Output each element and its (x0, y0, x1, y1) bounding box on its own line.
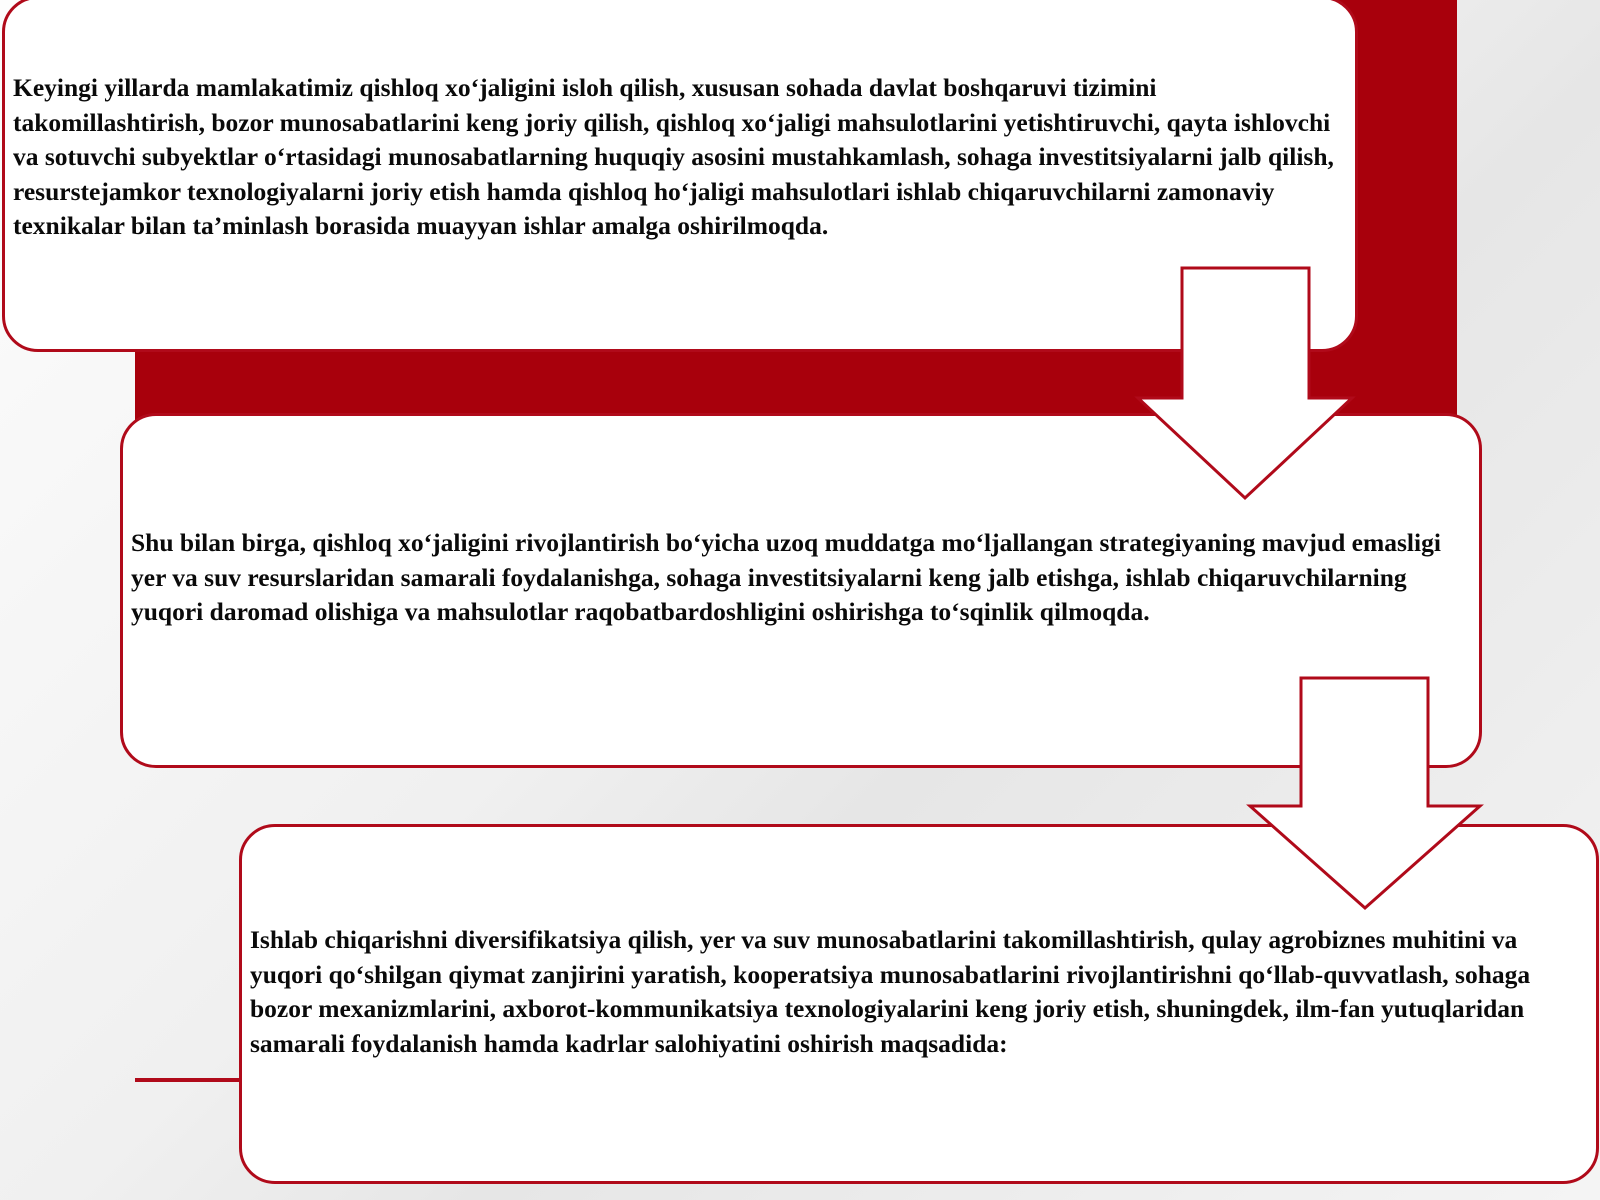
down-arrow-icon-shape (1250, 678, 1480, 908)
text-box-3-text: Ishlab chiqarishni diversifikatsiya qilish, yer va suv munosabatlarini takomillashtirish, qulay agrobiznes muhitini va yuqori qo‘shilgan qiymat zanjirini yaratish, kooperatsiya munosabatlarini rivojlantirishni qo‘llab-quvvatlash, sohaga bozor mexanizmlarini, axborot-kommunikatsiya texnologiyalarini keng joriy etish, shuningdek, ilm-fan yutuqlaridan samarali foydalanish hamda kadrlar salohiyatini oshirish maqsadida: (250, 925, 1531, 1058)
text-box-2-text: Shu bilan birga, qishloq xo‘jaligini rivojlantirish bo‘yicha uzoq muddatga mo‘ljallangan strategiyaning mavjud emasligi yer va suv resurslaridan samarali foydalanishga, sohaga investitsiyalarni keng jalb etishga, ishlab chiqaruvchilarning yuqori daromad olishiga va mahsulotlar raqobatbardoshligini oshirishga to‘sqinlik qilmoqda. (131, 528, 1441, 627)
down-arrow-icon (1134, 266, 1356, 502)
connector-line (135, 1078, 240, 1082)
text-box-1-text: Keyingi yillarda mamlakatimiz qishloq xo‘jaligini isloh qilish, xususan sohada davlat boshqaruvi tizimini takomillashtirish, bozor munosabatlarini keng joriy qilish, qishloq xo‘jaligi mahsulotlarini yetishtiruvchi, qayta ishlovchi va sotuvchi subyektlar o‘rtasidagi munosabatlarning huquqiy asosini mustahkamlash, sohaga investitsiyalarni jalb qilish, resurstejamkor texnologiyalarni joriy etish hamda qishloq ho‘jaligi mahsulotlari ishlab chiqaruvchilarni zamonaviy texnikalar bilan ta’minlash borasida muayyan ishlar amalga oshirilmoqda. (13, 73, 1334, 241)
down-arrow-icon (1248, 676, 1484, 912)
down-arrow-icon-shape (1138, 268, 1352, 498)
